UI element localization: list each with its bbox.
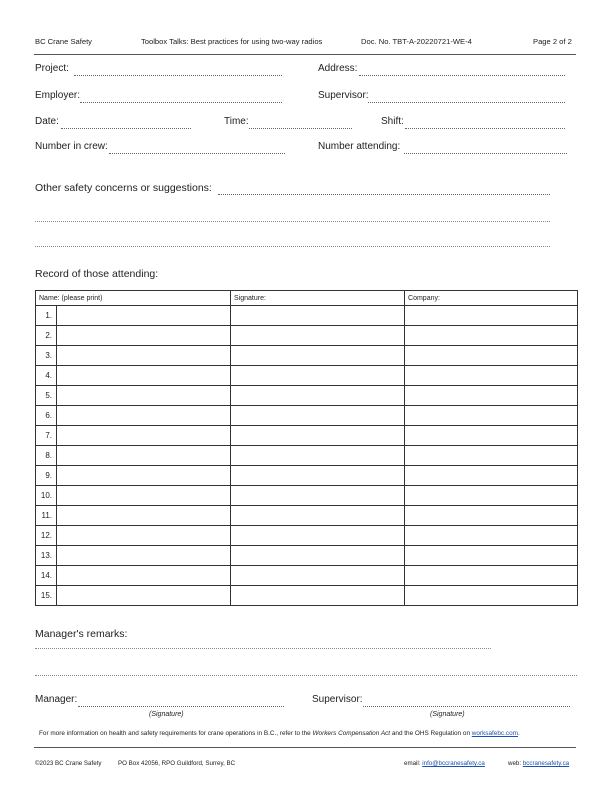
number-attending-label: Number attending:	[318, 141, 401, 152]
row-number: 9.	[36, 466, 57, 486]
header-org: BC Crane Safety	[35, 37, 92, 46]
company-cell[interactable]	[405, 386, 578, 406]
attendance-row	[36, 526, 578, 546]
company-cell[interactable]	[405, 466, 578, 486]
row-number: 3.	[36, 346, 57, 366]
footnote-text-middle: and the OHS Regulation on	[390, 730, 472, 737]
number-in-crew-label: Number in crew:	[35, 141, 108, 152]
row-number: 14.	[36, 566, 57, 586]
company-cell[interactable]	[405, 366, 578, 386]
signature-cell[interactable]	[231, 506, 405, 526]
shift-label: Shift:	[381, 116, 404, 127]
company-cell[interactable]	[405, 446, 578, 466]
time-field[interactable]	[249, 128, 352, 129]
email-link[interactable]: info@bccranesafety.ca	[422, 760, 485, 767]
address-field[interactable]	[359, 75, 565, 76]
name-cell[interactable]	[57, 306, 231, 326]
attendance-row	[36, 326, 578, 346]
name-cell[interactable]	[57, 526, 231, 546]
employer-field[interactable]	[80, 102, 282, 103]
attendance-row	[36, 486, 578, 506]
concerns-label: Other safety concerns or suggestions:	[35, 182, 212, 194]
project-label: Project:	[35, 63, 69, 74]
project-field[interactable]	[74, 75, 282, 76]
web-link[interactable]: bccranesafety.ca	[522, 760, 570, 767]
row-number: 7.	[36, 426, 57, 446]
attendance-header-row	[36, 291, 578, 306]
row-number: 5.	[36, 386, 57, 406]
number-attending-field[interactable]	[404, 153, 567, 154]
footnote-text-after: .	[517, 730, 520, 737]
row-number: 12.	[36, 526, 57, 546]
name-cell[interactable]	[57, 586, 231, 606]
attendance-row	[36, 586, 578, 606]
name-cell[interactable]	[57, 326, 231, 346]
company-cell[interactable]	[405, 346, 578, 366]
company-cell[interactable]	[405, 426, 578, 446]
attendance-row	[36, 546, 578, 566]
company-cell[interactable]	[405, 526, 578, 546]
row-number: 6.	[36, 406, 57, 426]
header-title: Toolbox Talks: Best practices for using two-way radios	[141, 37, 323, 46]
company-cell[interactable]	[405, 406, 578, 426]
name-cell[interactable]	[57, 506, 231, 526]
footer-email-label: email:	[404, 760, 421, 767]
signature-cell[interactable]	[231, 526, 405, 546]
supervisor-signature-caption: (Signature)	[430, 711, 465, 718]
record-label: Record of those attending:	[35, 268, 159, 280]
company-cell[interactable]	[405, 566, 578, 586]
name-cell[interactable]	[57, 386, 231, 406]
footnote-text-before: For more information on health and safety requirements for crane operations in B.C., refer to the	[39, 730, 313, 737]
company-cell[interactable]	[405, 586, 578, 606]
row-number: 1.	[36, 306, 57, 326]
name-cell[interactable]	[57, 426, 231, 446]
column-header-name: Name: (please print)	[36, 291, 231, 306]
attendance-row	[36, 426, 578, 446]
footnote-act: Workers Compensation Act	[312, 730, 391, 737]
signature-cell[interactable]	[231, 486, 405, 506]
signature-cell[interactable]	[231, 446, 405, 466]
footnote	[39, 730, 520, 737]
attendance-row	[36, 506, 578, 526]
row-number: 15.	[36, 586, 57, 606]
name-cell[interactable]	[57, 566, 231, 586]
time-label: Time:	[224, 116, 249, 127]
date-field[interactable]	[61, 128, 191, 129]
attendance-row	[36, 386, 578, 406]
column-header-signature: Signature:	[231, 291, 405, 306]
company-cell[interactable]	[405, 486, 578, 506]
column-header-company: Company:	[405, 291, 578, 306]
signature-cell[interactable]	[231, 466, 405, 486]
signature-cell[interactable]	[231, 346, 405, 366]
signature-cell[interactable]	[231, 406, 405, 426]
attendance-row	[36, 306, 578, 326]
attendance-row	[36, 366, 578, 386]
signature-cell[interactable]	[231, 366, 405, 386]
name-cell[interactable]	[57, 366, 231, 386]
row-number: 11.	[36, 506, 57, 526]
company-cell[interactable]	[405, 326, 578, 346]
remarks-field-line-2[interactable]	[35, 675, 577, 676]
signature-cell[interactable]	[231, 326, 405, 346]
company-cell[interactable]	[405, 546, 578, 566]
row-number: 4.	[36, 366, 57, 386]
number-in-crew-field[interactable]	[109, 153, 285, 154]
attendance-row	[36, 446, 578, 466]
footer-copyright: ©2023 BC Crane Safety	[35, 760, 102, 767]
concerns-field-line-3[interactable]	[35, 246, 550, 247]
footer-email	[404, 760, 485, 767]
concerns-field-line-1[interactable]	[218, 194, 550, 195]
manager-signature-caption: (Signature)	[149, 711, 184, 718]
company-cell[interactable]	[405, 306, 578, 326]
name-cell[interactable]	[57, 486, 231, 506]
header-doc-number: Doc. No. TBT-A-20220721-WE-4	[361, 37, 472, 46]
manager-label: Manager:	[35, 694, 78, 705]
date-label: Date:	[35, 116, 59, 127]
name-cell[interactable]	[57, 346, 231, 366]
name-cell[interactable]	[57, 446, 231, 466]
row-number: 13.	[36, 546, 57, 566]
row-number: 8.	[36, 446, 57, 466]
signature-cell[interactable]	[231, 546, 405, 566]
signature-cell[interactable]	[231, 426, 405, 446]
supervisor-field[interactable]	[368, 102, 565, 103]
attendance-row	[36, 406, 578, 426]
name-cell[interactable]	[57, 466, 231, 486]
signature-cell[interactable]	[231, 386, 405, 406]
name-cell[interactable]	[57, 406, 231, 426]
attendance-row	[36, 466, 578, 486]
shift-field[interactable]	[405, 128, 565, 129]
footer-address: PO Box 42056, RPO Guildford, Surrey, BC	[118, 760, 236, 767]
row-number: 10.	[36, 486, 57, 506]
company-cell[interactable]	[405, 506, 578, 526]
signature-cell[interactable]	[231, 586, 405, 606]
signature-cell[interactable]	[231, 306, 405, 326]
employer-label: Employer:	[35, 90, 81, 101]
signature-cell[interactable]	[231, 566, 405, 586]
footer-web	[508, 760, 569, 767]
footer-web-label: web:	[508, 760, 522, 767]
supervisor-signature-field[interactable]	[363, 706, 570, 707]
attendance-row	[36, 346, 578, 366]
remarks-label: Manager's remarks:	[35, 628, 128, 640]
address-label: Address:	[318, 63, 358, 74]
header-page-number: Page 2 of 2	[533, 37, 572, 46]
worksafebc-link[interactable]: worksafebc.com	[471, 730, 518, 737]
header-rule	[34, 54, 576, 55]
manager-signature-field[interactable]	[78, 706, 284, 707]
name-cell[interactable]	[57, 546, 231, 566]
concerns-field-line-2[interactable]	[35, 221, 550, 222]
attendance-table	[35, 290, 578, 606]
row-number: 2.	[36, 326, 57, 346]
footer-rule	[34, 747, 576, 748]
supervisor-label: Supervisor:	[318, 90, 369, 101]
attendance-row	[36, 566, 578, 586]
remarks-field-line-1[interactable]	[35, 648, 491, 649]
supervisor-signoff-label: Supervisor:	[312, 694, 363, 705]
